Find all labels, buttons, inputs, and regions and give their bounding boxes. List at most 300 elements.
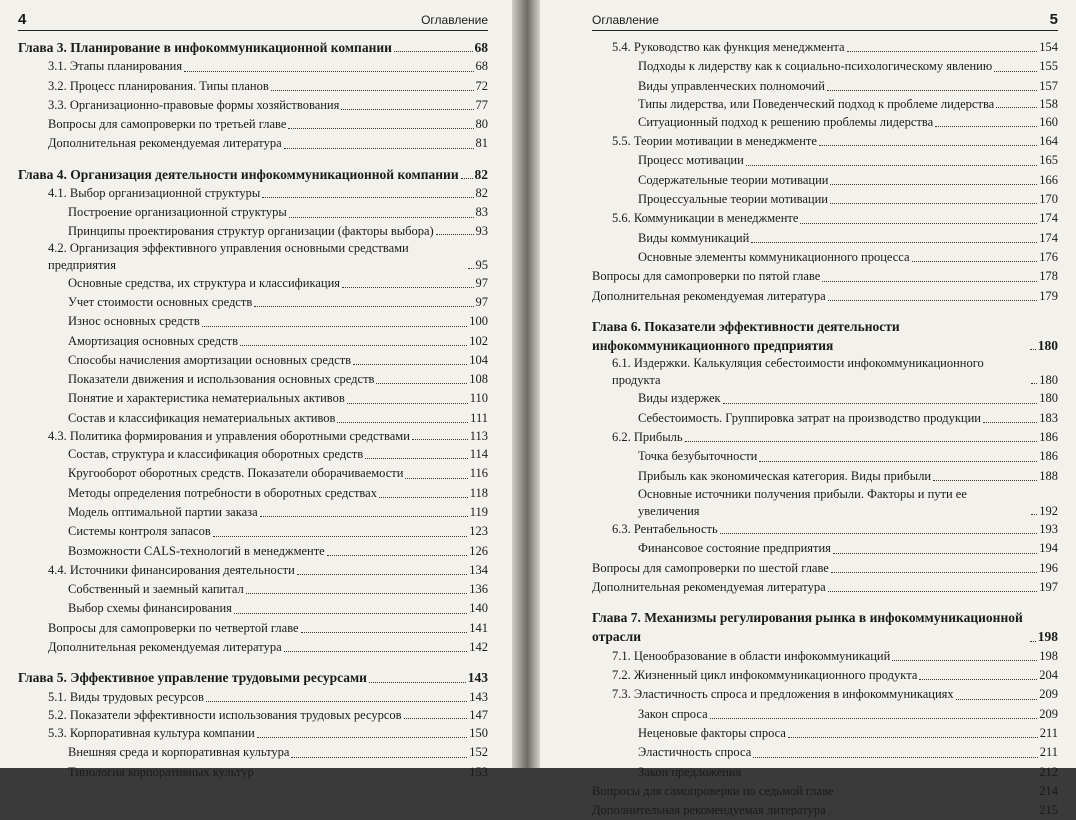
toc-entry-title: Модель оптимальной партии заказа	[68, 504, 258, 519]
toc-entry	[592, 229, 1058, 248]
dot-leader	[436, 234, 474, 235]
toc-page-number: 100	[469, 314, 488, 329]
toc-page-number: 180	[1039, 391, 1058, 406]
toc-entry	[18, 223, 488, 240]
toc-page-number: 174	[1039, 230, 1058, 245]
dot-leader	[836, 795, 1038, 796]
toc-entry	[18, 184, 488, 203]
dot-leader	[256, 776, 468, 777]
running-head-left	[18, 8, 488, 31]
dot-leader	[289, 217, 474, 218]
toc-entry-title: 5.4. Руководство как функция менеджмента	[612, 40, 845, 54]
dot-leader	[994, 71, 1037, 72]
dot-leader	[394, 51, 473, 52]
toc-entry-title: Учет стоимости основных средств	[68, 294, 253, 309]
toc-entry	[18, 688, 488, 707]
dot-leader	[753, 757, 1037, 758]
toc-entry	[18, 274, 488, 293]
toc-entry-title: Дополнительная рекомендуемая литература	[592, 803, 826, 818]
toc-page-number: 178	[1039, 269, 1058, 284]
dot-leader	[257, 737, 467, 738]
toc-entry-title: Основные средства, их структура и классификация	[68, 275, 341, 290]
toc-entry-title: 6.2. Прибыль	[612, 430, 683, 445]
toc-page-number: 114	[469, 447, 488, 462]
dot-leader	[828, 300, 1038, 301]
toc-entry	[18, 57, 488, 76]
toc-entry	[18, 561, 488, 580]
page-number: 5	[1049, 11, 1058, 28]
toc-entry-title: Построение организационной структуры	[68, 205, 287, 220]
toc-page-number: 102	[469, 333, 488, 348]
toc-page-number: 108	[469, 372, 488, 387]
toc-page-number: 158	[1039, 96, 1058, 111]
toc-page-number: 180	[1037, 338, 1058, 354]
toc-chapter-entry	[18, 38, 488, 57]
toc-entry-title: 7.2. Жизненный цикл инфокоммуникационного продукта	[612, 668, 918, 683]
dot-leader	[376, 383, 467, 384]
dot-leader	[720, 533, 1038, 534]
toc-entry	[18, 312, 488, 331]
toc-entry	[592, 287, 1058, 306]
page-number: 4	[18, 11, 27, 28]
toc-page-number: 116	[469, 466, 488, 481]
toc-entry	[592, 743, 1058, 762]
toc-list-left	[18, 38, 488, 782]
toc-entry	[592, 647, 1058, 666]
toc-page-number: 179	[1039, 288, 1058, 303]
toc-entry-title: Вопросы для самопроверки по шестой главе	[592, 560, 829, 575]
toc-page-number: 176	[1039, 249, 1058, 264]
toc-chapter-entry	[18, 668, 488, 687]
dot-leader	[365, 458, 468, 459]
toc-entry-title: Принципы проектирования структур организации (факторы выбора)	[68, 223, 434, 238]
toc-page-number: 209	[1039, 687, 1058, 702]
toc-page-number: 209	[1039, 706, 1058, 721]
toc-entry-title: Виды управленческих полномочий	[638, 78, 825, 93]
toc-entry-title: Содержательные теории мотивации	[638, 172, 829, 187]
toc-entry-title: Состав, структура и классификация оборотных средств	[68, 447, 364, 462]
dot-leader	[746, 165, 1037, 166]
dot-leader	[935, 126, 1037, 127]
dot-leader	[379, 497, 468, 498]
dot-leader	[288, 128, 473, 129]
toc-entry-title: Типы лидерства, или Поведенческий подход к проблеме лидерства	[638, 96, 995, 111]
toc-entry	[18, 522, 488, 541]
toc-entry-title: 5.3. Корпоративная культура компании	[48, 725, 255, 740]
toc-entry-title: Прибыль как экономическая категория. Виды прибыли	[638, 468, 932, 483]
toc-page-number: 155	[1039, 59, 1058, 74]
toc-entry	[592, 151, 1058, 170]
toc-entry	[592, 171, 1058, 190]
toc-entry-title: Показатели движения и использования основных средств	[68, 372, 375, 387]
toc-entry-title: 4.1. Выбор организационной структуры	[48, 186, 261, 201]
toc-entry-title: Виды коммуникаций	[638, 230, 750, 245]
toc-page-number: 193	[1039, 521, 1058, 536]
toc-chapter-entry	[18, 165, 488, 184]
toc-entry-title: Глава 4. Организация деятельности инфокоммуникационной компании	[18, 166, 459, 182]
running-head-right	[592, 8, 1058, 31]
toc-page-number: 97	[475, 294, 488, 309]
toc-entry	[592, 409, 1058, 428]
dot-leader	[301, 632, 468, 633]
toc-page-number: 150	[469, 725, 488, 740]
toc-page-number: 154	[1039, 40, 1058, 54]
toc-page-number: 192	[1039, 503, 1058, 518]
toc-entry	[592, 190, 1058, 209]
dot-leader	[919, 679, 1037, 680]
toc-entry	[592, 428, 1058, 447]
toc-entry	[18, 409, 488, 428]
toc-entry-title: Точка безубыточности	[638, 449, 758, 464]
toc-page-number: 188	[1039, 468, 1058, 483]
toc-page-number: 111	[470, 410, 488, 425]
dot-leader	[822, 281, 1037, 282]
toc-entry	[18, 96, 488, 115]
toc-entry	[592, 782, 1058, 801]
dot-leader	[710, 718, 1038, 719]
dot-leader	[723, 403, 1038, 404]
toc-page-number: 81	[475, 136, 488, 151]
dot-leader	[685, 441, 1038, 442]
toc-page-number: 82	[475, 186, 488, 201]
toc-entry	[18, 445, 488, 464]
toc-page-number: 110	[469, 391, 488, 406]
toc-entry-title: Глава 3. Планирование в инфокоммуникационной компании	[18, 40, 392, 55]
dot-leader	[284, 148, 474, 149]
toc-entry-title: Внешняя среда и корпоративная культура	[68, 745, 290, 760]
toc-entry-title: 6.3. Рентабельность	[612, 521, 718, 536]
dot-leader	[751, 242, 1037, 243]
dot-leader	[291, 757, 467, 758]
toc-page-number: 80	[475, 117, 488, 132]
dot-leader	[404, 718, 468, 719]
dot-leader	[833, 553, 1037, 554]
toc-entry-title: Дополнительная рекомендуемая литература	[592, 579, 826, 594]
dot-leader	[461, 178, 473, 179]
toc-entry	[18, 638, 488, 657]
right-page	[540, 0, 1076, 818]
toc-entry	[592, 389, 1058, 408]
toc-entry-title: 6.1. Издержки. Калькуляция себестоимости инфокоммуникационного продукта	[612, 356, 984, 388]
toc-entry-title: 5.6. Коммуникации в менеджменте	[612, 211, 799, 226]
toc-page-number: 214	[1039, 783, 1058, 798]
toc-page-number: 197	[1039, 579, 1058, 594]
toc-entry	[592, 248, 1058, 267]
toc-entry-title: Дополнительная рекомендуемая литература	[48, 136, 282, 151]
toc-entry	[592, 486, 1058, 520]
toc-entry-title: 5.1. Виды трудовых ресурсов	[48, 689, 204, 704]
toc-page-number: 68	[475, 59, 488, 74]
toc-page-number: 152	[469, 745, 488, 760]
dot-leader	[912, 261, 1038, 262]
toc-entry	[18, 351, 488, 370]
dot-leader	[831, 572, 1037, 573]
toc-entry-title: Износ основных средств	[68, 314, 200, 329]
toc-page-number: 118	[469, 485, 488, 500]
dot-leader	[828, 814, 1038, 815]
toc-entry	[18, 580, 488, 599]
toc-page-number: 180	[1039, 373, 1058, 388]
toc-entry-title: Типология корпоративных культур	[68, 764, 254, 779]
toc-entry	[18, 134, 488, 153]
toc-entry	[18, 293, 488, 312]
dot-leader	[800, 223, 1037, 224]
toc-entry	[592, 520, 1058, 539]
toc-page-number: 123	[469, 524, 488, 539]
toc-entry-title: Ситуационный подход к решению проблемы лидерства	[638, 114, 934, 129]
toc-entry-title: Основные элементы коммуникационного процесса	[638, 249, 910, 264]
toc-entry-title: Способы начисления амортизации основных средств	[68, 352, 352, 367]
toc-page-number: 166	[1039, 172, 1058, 187]
toc-entry	[592, 38, 1058, 57]
toc-page-number: 196	[1039, 560, 1058, 575]
toc-entry-title: 5.5. Теории мотивации в менеджменте	[612, 134, 817, 149]
running-title: Оглавление	[592, 13, 659, 27]
toc-page-number: 198	[1037, 629, 1058, 645]
toc-entry	[18, 370, 488, 389]
toc-page-number: 143	[467, 670, 488, 686]
toc-entry-title: Системы контроля запасов	[68, 524, 211, 539]
toc-page-number: 141	[469, 620, 488, 635]
left-page	[0, 0, 512, 779]
toc-entry	[592, 539, 1058, 558]
toc-entry-title: Собственный и заемный капитал	[68, 582, 244, 597]
toc-entry-title: Процесс мотивации	[638, 153, 744, 168]
toc-entry	[592, 57, 1058, 76]
dot-leader	[337, 422, 468, 423]
toc-page-number: 119	[469, 504, 488, 519]
dot-leader	[847, 51, 1038, 52]
toc-entry	[18, 240, 488, 274]
toc-page-number: 186	[1039, 430, 1058, 445]
toc-entry	[18, 115, 488, 134]
toc-entry-title: Методы определения потребности в оборотных средствах	[68, 485, 377, 500]
toc-page-number: 170	[1039, 192, 1058, 207]
toc-page-number: 143	[469, 689, 488, 704]
toc-entry	[18, 332, 488, 351]
dot-leader	[369, 682, 466, 683]
toc-entry-title: Финансовое состояние предприятия	[638, 541, 831, 556]
toc-entry-title: Амортизация основных средств	[68, 333, 239, 348]
dot-leader	[956, 699, 1038, 700]
dot-leader	[297, 574, 467, 575]
toc-entry	[18, 599, 488, 618]
toc-entry-title: Вопросы для самопроверки по третьей главе	[48, 117, 287, 132]
toc-entry-title: Вопросы для самопроверки по седьмой главе	[592, 783, 834, 798]
dot-leader	[206, 701, 467, 702]
toc-page-number: 186	[1039, 449, 1058, 464]
toc-page-number: 136	[469, 582, 488, 597]
dot-leader	[830, 203, 1037, 204]
toc-page-number: 126	[469, 543, 488, 558]
dot-leader	[759, 461, 1037, 462]
toc-page-number: 97	[475, 275, 488, 290]
toc-page-number: 215	[1039, 803, 1058, 818]
toc-page-number: 160	[1039, 114, 1058, 129]
toc-entry-title: 5.2. Показатели эффективности использования трудовых ресурсов	[48, 707, 402, 722]
toc-entry-title: 4.3. Политика формирования и управления оборотными средствами	[48, 429, 410, 444]
toc-entry-title: Виды издержек	[638, 391, 721, 406]
toc-entry-title: 3.1. Этапы планирования	[48, 59, 183, 74]
toc-entry-title: Закон предложения	[638, 764, 742, 779]
toc-entry	[18, 763, 488, 782]
toc-page-number: 83	[475, 205, 488, 220]
toc-entry	[18, 203, 488, 222]
dot-leader	[260, 516, 468, 517]
toc-entry-title: Выбор схемы финансирования	[68, 601, 232, 616]
toc-entry-title: Вопросы для самопроверки по четвертой главе	[48, 620, 299, 635]
toc-page-number: 82	[474, 166, 488, 182]
toc-entry-title: Основные источники получения прибыли. Факторы и пути ее увеличения	[638, 486, 967, 518]
toc-page-number: 204	[1039, 668, 1058, 683]
toc-entry-title: 7.1. Ценообразование в области инфокоммуникаций	[612, 648, 891, 663]
toc-entry	[18, 743, 488, 762]
dot-leader	[246, 593, 468, 594]
dot-leader	[327, 555, 468, 556]
toc-entry-title: 7.3. Эластичность спроса и предложения в инфокоммуникациях	[612, 687, 954, 702]
toc-page-number: 157	[1039, 78, 1058, 93]
book-gutter	[512, 0, 540, 768]
toc-page-number: 68	[474, 40, 488, 55]
dot-leader	[254, 306, 473, 307]
toc-entry-title: Глава 6. Показатели эффективности деятельности инфокоммуникационного предприятия	[592, 318, 900, 354]
dot-leader	[341, 109, 473, 110]
toc-entry-title: 4.4. Источники финансирования деятельности	[48, 562, 295, 577]
toc-page-number: 165	[1039, 153, 1058, 168]
dot-leader	[1030, 641, 1036, 642]
toc-entry	[18, 484, 488, 503]
toc-entry	[592, 578, 1058, 597]
toc-page-number: 104	[469, 352, 488, 367]
dot-leader	[262, 197, 473, 198]
toc-entry	[592, 77, 1058, 96]
toc-entry	[18, 464, 488, 483]
toc-page-number: 72	[475, 78, 488, 93]
dot-leader	[996, 107, 1037, 108]
dot-leader	[213, 536, 468, 537]
dot-leader	[342, 287, 473, 288]
toc-entry-title: Неценовые факторы спроса	[638, 725, 786, 740]
dot-leader	[284, 651, 468, 652]
toc-entry	[18, 503, 488, 522]
toc-entry-title: Вопросы для самопроверки по пятой главе	[592, 269, 821, 284]
dot-leader	[412, 439, 468, 440]
toc-entry	[18, 77, 488, 96]
toc-chapter-entry	[592, 317, 1058, 356]
toc-entry	[18, 707, 488, 724]
toc-entry-title: Процессуальные теории мотивации	[638, 192, 828, 207]
dot-leader	[347, 403, 468, 404]
toc-entry	[18, 389, 488, 408]
toc-entry-title: Дополнительная рекомендуемая литература	[48, 640, 282, 655]
toc-entry	[592, 724, 1058, 743]
toc-page-number: 164	[1039, 134, 1058, 149]
toc-entry	[592, 267, 1058, 286]
toc-entry-title: Дополнительная рекомендуемая литература	[592, 288, 826, 303]
dot-leader	[1030, 349, 1036, 350]
toc-page-number: 113	[469, 429, 488, 444]
toc-entry	[592, 801, 1058, 820]
dot-leader	[819, 145, 1037, 146]
toc-entry-title: Закон спроса	[638, 706, 708, 721]
toc-entry-title: Эластичность спроса	[638, 745, 752, 760]
dot-leader	[827, 90, 1037, 91]
toc-entry-title: Кругооборот оборотных средств. Показатели оборачиваемости	[68, 466, 404, 481]
toc-entry-title: 3.2. Процесс планирования. Типы планов	[48, 78, 269, 93]
toc-entry-title: 3.3. Организационно-правовые формы хозяйствования	[48, 97, 340, 112]
toc-entry-title: Состав и классификация нематериальных активов	[68, 410, 336, 425]
toc-page-number: 134	[469, 562, 488, 577]
dot-leader	[983, 422, 1037, 423]
toc-entry	[592, 705, 1058, 724]
dot-leader	[828, 591, 1038, 592]
toc-entry	[592, 447, 1058, 466]
toc-page-number: 142	[469, 640, 488, 655]
toc-entry-title: Подходы к лидерству как к социально-психологическому явлению	[638, 59, 993, 74]
toc-page-number: 93	[475, 223, 488, 238]
toc-entry	[592, 113, 1058, 132]
toc-entry	[592, 96, 1058, 113]
dot-leader	[1031, 514, 1037, 515]
toc-page-number: 194	[1039, 541, 1058, 556]
toc-page-number: 211	[1039, 745, 1058, 760]
dot-leader	[405, 478, 467, 479]
toc-chapter-entry	[592, 608, 1058, 647]
dot-leader	[184, 71, 473, 72]
toc-entry-title: Понятие и характеристика нематериальных активов	[68, 391, 345, 406]
toc-entry	[592, 209, 1058, 228]
dot-leader	[1031, 383, 1037, 384]
dot-leader	[892, 660, 1037, 661]
dot-leader	[788, 737, 1038, 738]
toc-entry	[592, 355, 1058, 389]
toc-page-number: 212	[1039, 764, 1058, 779]
toc-page-number: 153	[469, 764, 488, 779]
toc-entry	[18, 619, 488, 638]
dot-leader	[830, 184, 1037, 185]
toc-entry	[18, 724, 488, 743]
toc-entry-title: Себестоимость. Группировка затрат на производство продукции	[638, 410, 981, 425]
dot-leader	[933, 480, 1037, 481]
toc-page-number: 147	[469, 707, 488, 722]
dot-leader	[271, 90, 474, 91]
toc-entry	[592, 685, 1058, 704]
toc-entry-title: Глава 7. Механизмы регулирования рынка в инфокоммуникационной отрасли	[592, 610, 1023, 645]
toc-page-number: 95	[475, 257, 488, 272]
toc-page-number: 198	[1039, 648, 1058, 663]
dot-leader	[468, 268, 474, 269]
toc-entry	[592, 132, 1058, 151]
toc-entry	[592, 467, 1058, 486]
toc-page-number: 140	[469, 601, 488, 616]
toc-page-number: 211	[1039, 725, 1058, 740]
toc-entry-title: 4.2. Организация эффективного управления основными средствами предприятия	[48, 240, 409, 272]
toc-entry	[18, 428, 488, 445]
toc-entry	[18, 542, 488, 561]
dot-leader	[240, 345, 467, 346]
running-title: Оглавление	[421, 13, 488, 27]
dot-leader	[234, 613, 467, 614]
dot-leader	[202, 326, 467, 327]
toc-list-right	[592, 38, 1058, 820]
toc-entry	[592, 666, 1058, 685]
dot-leader	[353, 364, 467, 365]
toc-page-number: 174	[1039, 211, 1058, 226]
toc-entry-title: Возможности CALS-технологий в менеджменте	[68, 543, 325, 558]
toc-entry	[592, 559, 1058, 578]
dot-leader	[743, 776, 1037, 777]
toc-entry	[592, 763, 1058, 782]
